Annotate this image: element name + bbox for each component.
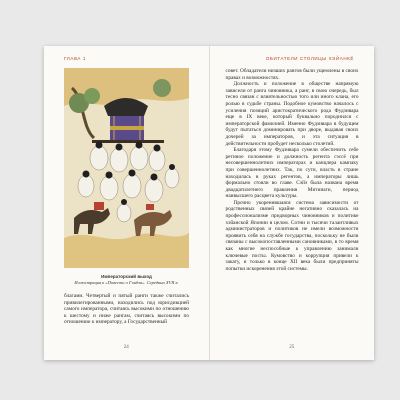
figure-caption bbox=[64, 274, 189, 286]
caption-title: Императорский выход bbox=[101, 274, 152, 279]
right-body-text bbox=[226, 68, 359, 272]
right-page-number: 25 bbox=[289, 345, 295, 350]
book-spread bbox=[44, 46, 374, 360]
procession-painting bbox=[64, 68, 189, 268]
left-body-text bbox=[64, 293, 189, 326]
left-paragraph: благами. Четвертый и пятый ранги также считались привилегированными, находились под юрисдикцией самого императора, считаясь высокими по отношению к шестому и ниже рангам, считаясь высокими по отношению к императору, а Государственный bbox=[64, 293, 189, 326]
left-running-header: ГЛАВА 1 bbox=[64, 56, 86, 61]
right-paragraph: Благодаря этому Фудзивара сумели обеспечить себе ретиное положение и должность регента сэссё при несовершеннолетних императорах и канцлера кампаку при совершеннолетних. Так, по сути, власть в стране находилась в руках регентов, а императоры лишь формально стояли во главе. Сэйэ была названа время двадцатилетнего правления Митинаги, период наивысшего расцвета культуры. bbox=[225, 147, 359, 200]
right-running-header: ОБИТАТЕЛИ СТОЛИЦЫ ХЭЙАНКЁ bbox=[265, 56, 354, 61]
caption-text: Иллюстрация к «Повести о Гэндзи». Середина XVII в. bbox=[74, 279, 179, 285]
figure-illustration bbox=[64, 68, 189, 268]
right-paragraph: Прочно укоренившаяся система зависимости от родственных связей крайне негативно сказалась на профессионализме придворных чиновников и политике хэйанской Японии в целом. Сотни и тысячи талантливых администраторов и политиков не имели возможности проявить себя на службе государства, поскольку не были связаны с высокопоставленными сановниками, в то время как многие неспособные к управлению занимали ключевые посты. Кумовство и коррупция привели к закату, и только в конце XII века были предприняты попытки искоренения этой системы. bbox=[225, 199, 359, 272]
right-paragraph: совет. Обладатели низших рангов были ущемлены в своих правах и возможностях. bbox=[225, 68, 359, 81]
left-page-number: 24 bbox=[123, 345, 129, 350]
left-page bbox=[44, 46, 210, 360]
right-page bbox=[210, 46, 375, 360]
right-paragraph: Должность и положение в обществе напрямую зависели от ранга чиновника, а ранг, в свою очередь, был тесно связан с влиятельностью того или иного клана, его ролью в судьбе страны. Подобное кумовство началось с усиления позиций аристократического рода Фудзивара еще в IX веке, который буквально породнился с императорской фамилией. Именно Фудзивара в будущем будут пытаться доминировать при дворе, выдавая своих дочерей за императоров, и эта ситуация в действительности пробудет несколько столетий. bbox=[225, 81, 359, 147]
